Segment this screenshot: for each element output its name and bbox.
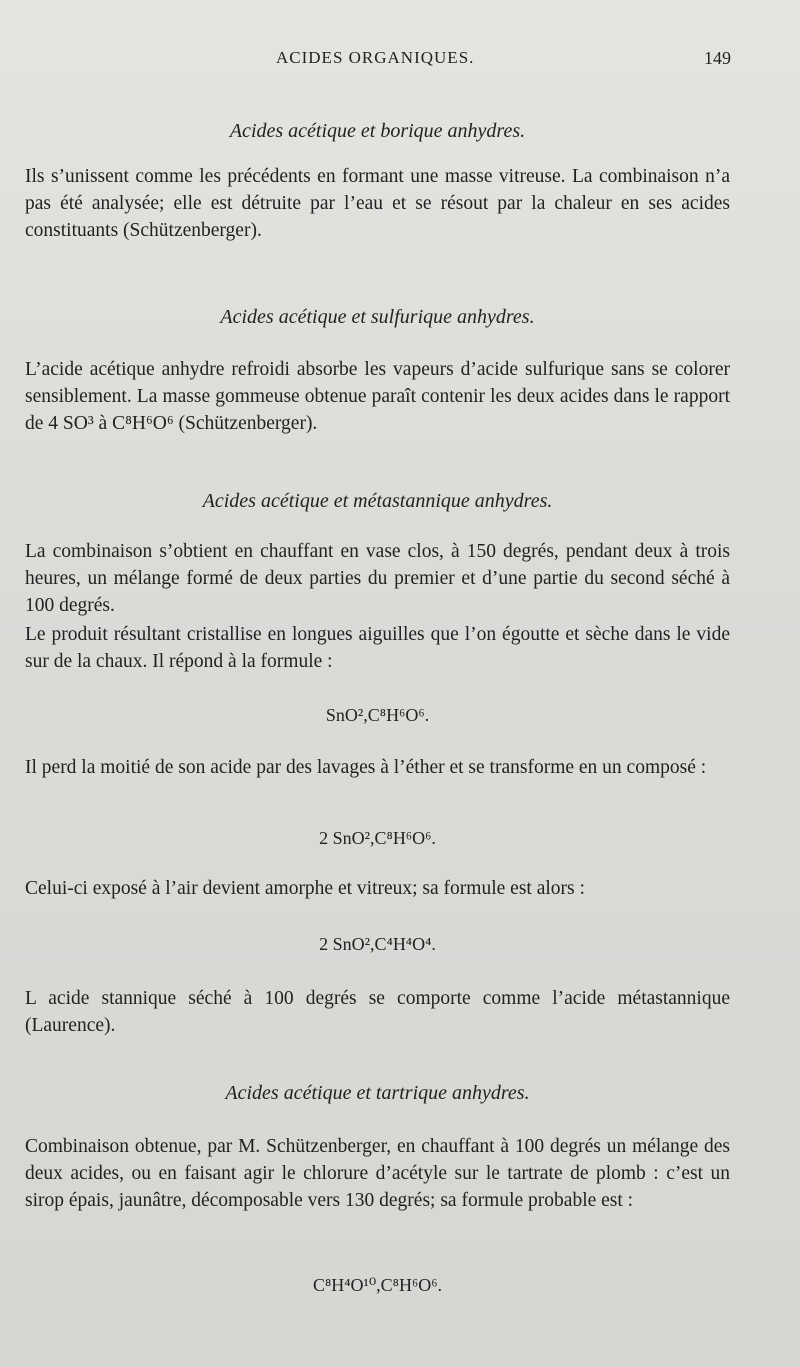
running-title: ACIDES ORGANIQUES. xyxy=(276,48,475,67)
paragraph-sulfurique: L’acide acétique anhydre refroidi absorbe les vapeurs d’acide sulfurique sans se colorer sensiblement. La masse gommeuse obtenue paraît contenir les deux acides dans le rapport de 4 SO³ à C⁸H⁶O⁶ (Schützenberger). xyxy=(25,359,730,434)
page-header xyxy=(0,48,800,72)
section-heading-metastannique: Acides acétique et métastannique anhydres. xyxy=(202,490,553,512)
paragraph-metastannique-3: Il perd la moitié de son acide par des lavages à l’éther et se transforme en un composé : xyxy=(25,757,707,778)
paragraph-metastannique-1: La combinaison s’obtient en chauffant en vase clos, à 150 degrés, pendant deux à trois heures, un mélange formé de deux parties du premier et d’une partie du second séché à 100 degrés. xyxy=(25,541,730,616)
formula-4: C⁸H⁴O¹⁰,C⁸H⁶O⁶. xyxy=(313,1275,442,1295)
paragraph-metastannique-5: L acide stannique séché à 100 degrés se comporte comme l’acide métastannique (Laurence). xyxy=(25,988,730,1036)
section-heading-borique: Acides acétique et borique anhydres. xyxy=(229,120,526,142)
paragraph-metastannique-2: Le produit résultant cristallise en longues aiguilles que l’on égoutte et sèche dans le vide sur de la chaux. Il répond à la formule : xyxy=(25,624,730,672)
formula-1: SnO²,C⁸H⁶O⁶. xyxy=(325,705,430,725)
formula-3: 2 SnO²,C⁴H⁴O⁴. xyxy=(319,934,436,954)
paragraph-borique: Ils s’unissent comme les précédents en formant une masse vitreuse. La combinaison n’a pas été analysée; elle est détruite par l’eau et se résout par la chaleur en ses acides constituants (Schützenberger). xyxy=(25,166,730,241)
paragraph-tartrique: Combinaison obtenue, par M. Schützenberger, en chauffant à 100 degrés un mélange des deux acides, ou en faisant agir le chlorure d’acétyle sur le tartrate de plomb : c’est un sirop épais, jaunâtre, décomposable vers 130 degrés; sa formule probable est : xyxy=(25,1136,730,1211)
section-heading-sulfurique: Acides acétique et sulfurique anhydres. xyxy=(220,306,535,328)
formula-2: 2 SnO²,C⁸H⁶O⁶. xyxy=(319,828,436,848)
paragraph-metastannique-4: Celui-ci exposé à l’air devient amorphe et vitreux; sa formule est alors : xyxy=(25,878,585,899)
page-number: 149 xyxy=(704,48,731,68)
section-heading-tartrique: Acides acétique et tartrique anhydres. xyxy=(225,1082,530,1104)
